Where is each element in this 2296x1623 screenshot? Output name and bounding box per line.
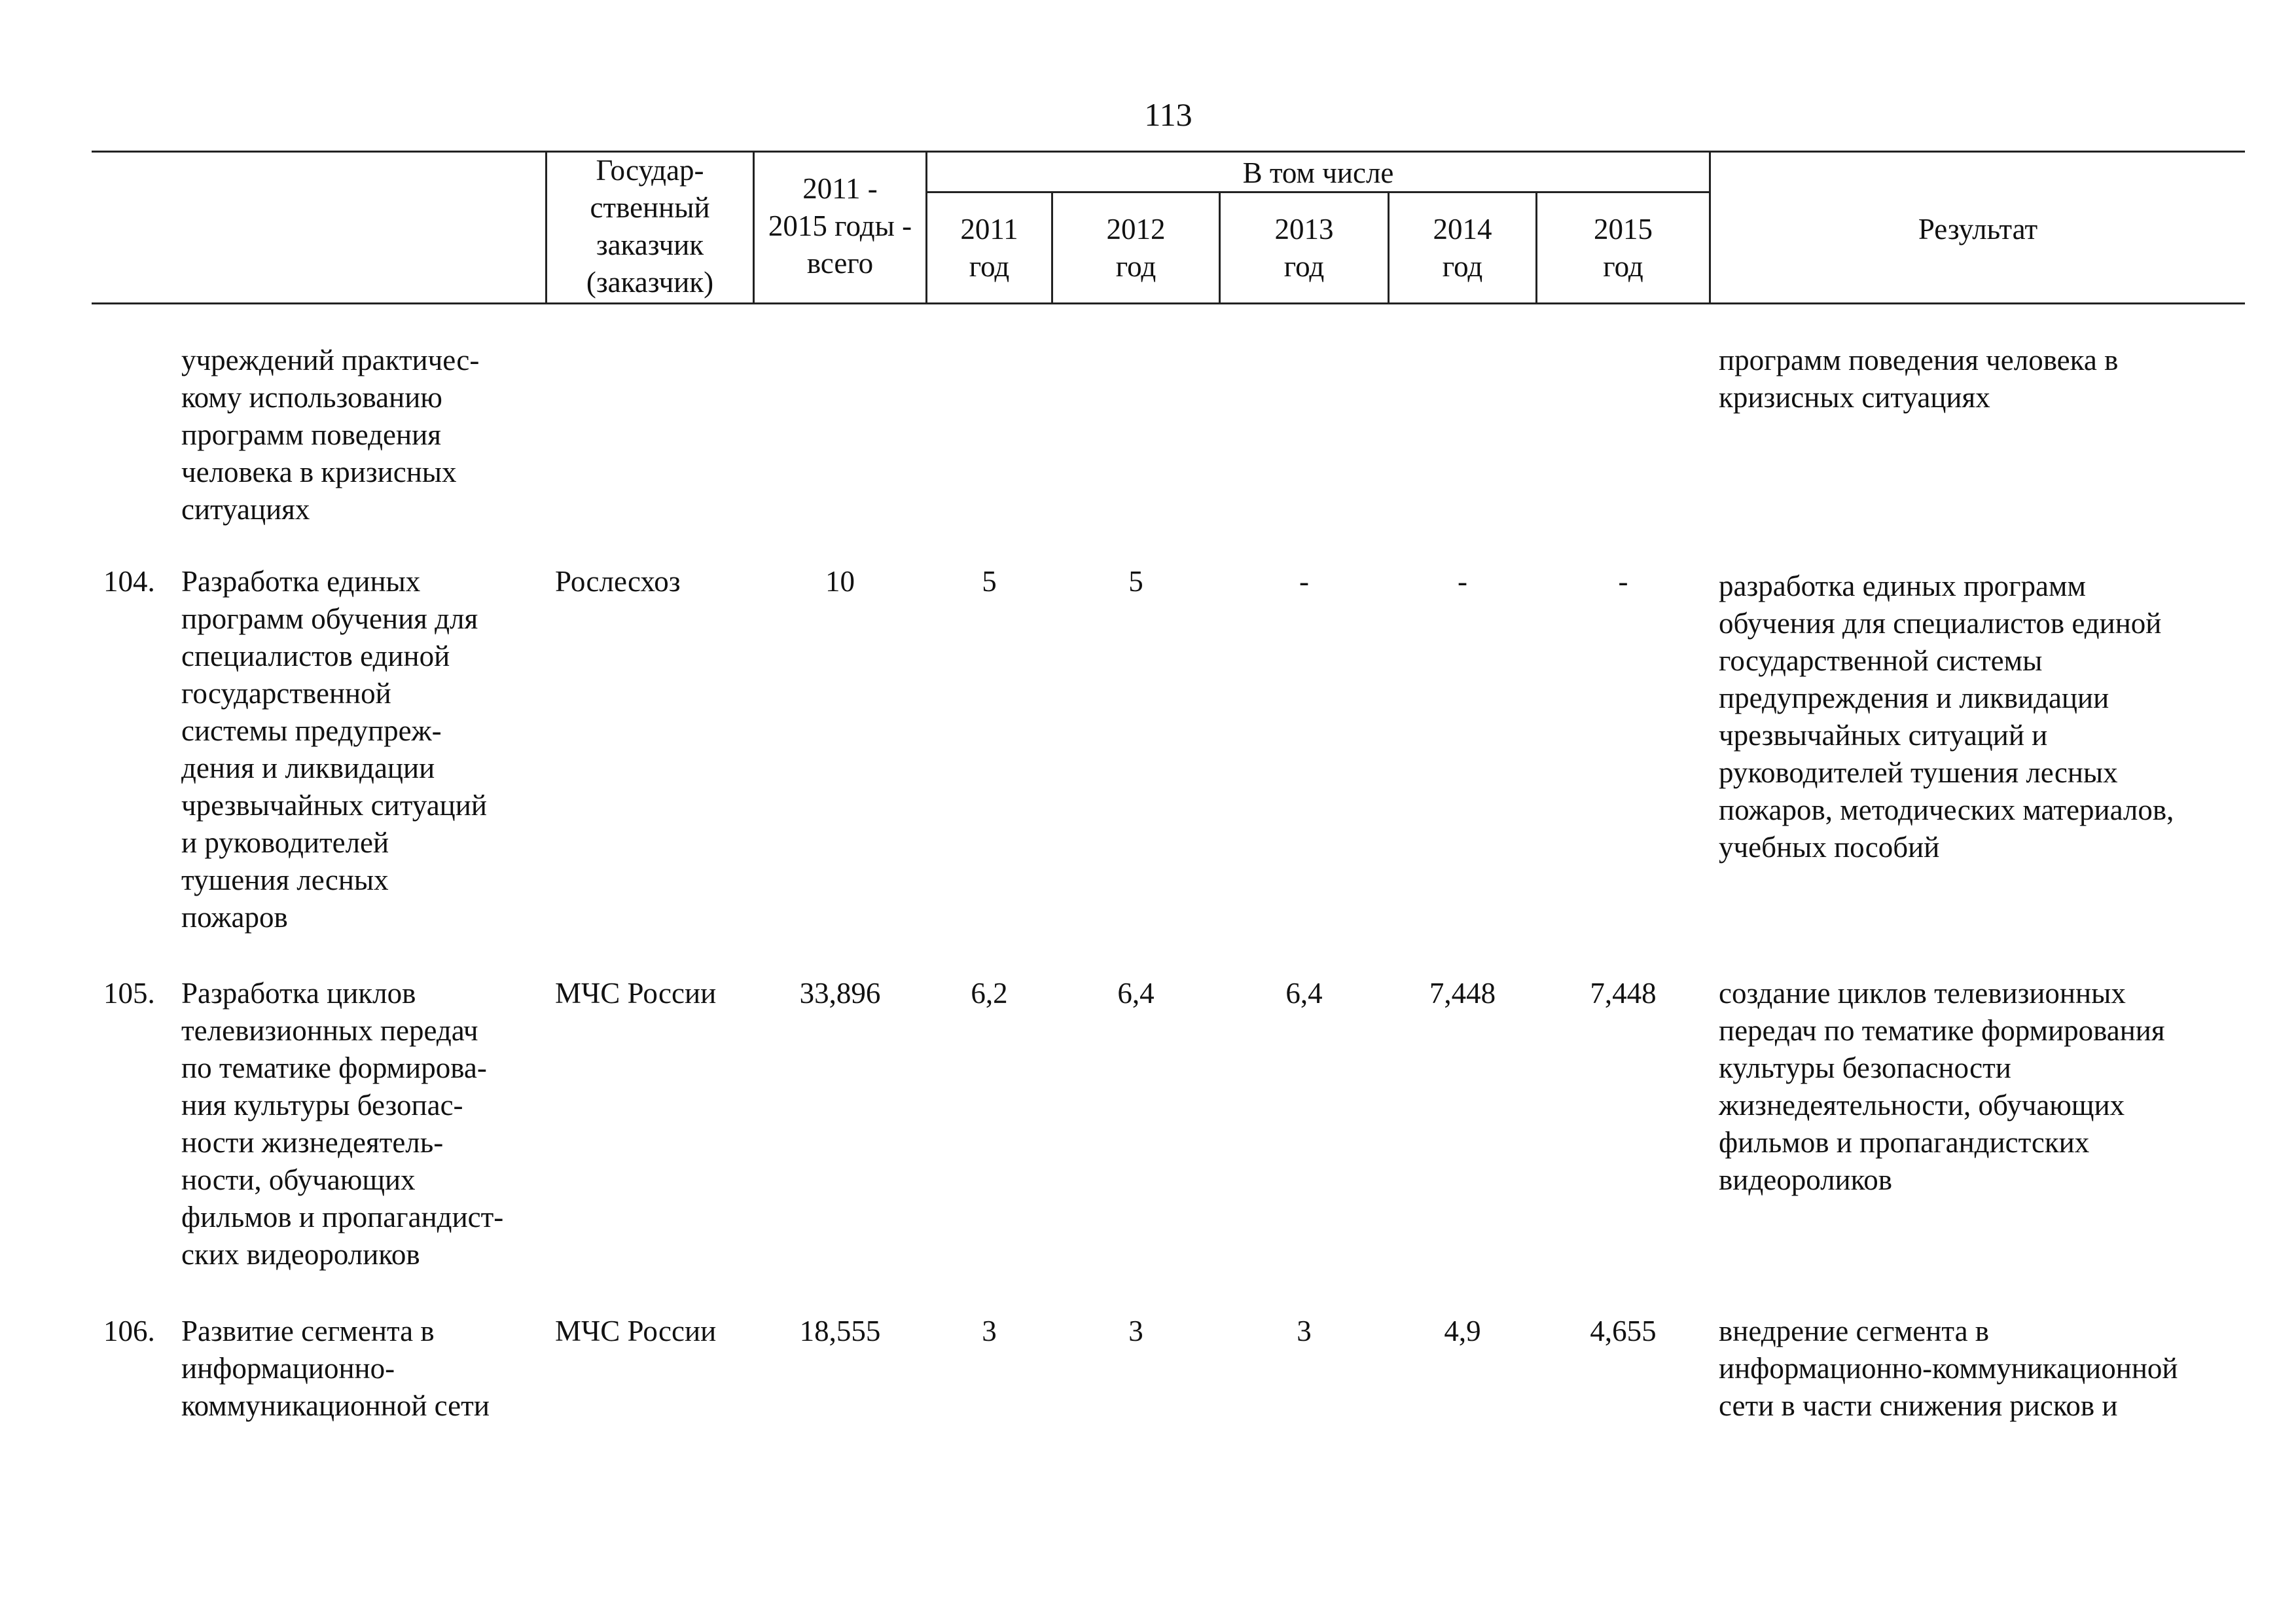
- header-top-rule: [92, 151, 2245, 153]
- row-value-2015: -: [1618, 565, 1628, 598]
- header-including: В том числе: [1242, 156, 1394, 189]
- row-total: 18,555: [799, 1315, 881, 1347]
- row-result: разработка единых программ обучения для специалистов единой государственной системы предупреждения и ликвидации чрезвычайных ситуаций и руководителей тушения лесных пожаров, методических материалов, учебных пособий: [1719, 570, 2174, 864]
- row-value-2013: 6,4: [1285, 977, 1323, 1010]
- row-number: 106.: [103, 1315, 155, 1347]
- row-value-2013: -: [1299, 565, 1309, 598]
- row-customer: МЧС России: [555, 977, 717, 1010]
- row-total: 10: [825, 565, 855, 598]
- row-value-2012: 3: [1128, 1315, 1143, 1347]
- row-name: Разработка единых программ обучения для специалистов единой государственной системы предупреж- дения и ликвидации чрезвычайных ситуаций и руководителей тушения лесных пожаров: [181, 565, 487, 934]
- row-value-2014: 4,9: [1444, 1315, 1481, 1347]
- header-year-label: 2011: [960, 213, 1018, 246]
- row-result: внедрение сегмента в информационно-коммуникационной сети в части снижения рисков и: [1719, 1315, 2178, 1422]
- header-result: Результат: [1918, 213, 2038, 246]
- header-year-label: 2012: [1106, 213, 1166, 246]
- header-total: 2011 - 2015 годы - всего: [768, 172, 912, 280]
- row-value-2011: 5: [982, 565, 997, 598]
- row-number: 105.: [103, 977, 155, 1010]
- header-year-label: 2014: [1433, 213, 1492, 246]
- row-value-2011: 3: [982, 1315, 997, 1347]
- row-total: 33,896: [799, 977, 881, 1010]
- header-year-unit: год: [1603, 250, 1643, 283]
- row-value-2015: 4,655: [1590, 1315, 1657, 1347]
- row-value-2011: 6,2: [971, 977, 1008, 1010]
- header-bottom-rule: [92, 302, 2245, 304]
- row-customer: Рослесхоз: [555, 565, 681, 598]
- row-name: учреждений практичес- кому использованию программ поведения человека в кризисных ситуациях: [181, 344, 480, 526]
- row-value-2012: 5: [1128, 565, 1143, 598]
- header-customer: Государ- ственный заказчик (заказчик): [586, 154, 714, 299]
- row-result: программ поведения человека в кризисных ситуациях: [1719, 344, 2119, 414]
- row-name: Разработка циклов телевизионных передач по тематике формирова- ния культуры безопас- ности жизнедеятель- ности, обучающих фильмов и пропагандист- ских видеороликов: [181, 977, 504, 1271]
- row-number: 104.: [103, 565, 155, 598]
- row-result: создание циклов телевизионных передач по тематике формирования культуры безопасности жизнедеятельности, обучающих фильмов и пропагандистских видеороликов: [1719, 977, 2165, 1196]
- header-year-label: 2015: [1594, 213, 1653, 246]
- row-name: Развитие сегмента в информационно- коммуникационной сети: [181, 1315, 490, 1422]
- row-value-2012: 6,4: [1117, 977, 1155, 1010]
- row-value-2015: 7,448: [1590, 977, 1657, 1010]
- page-number: 113: [1144, 96, 1193, 133]
- row-value-2013: 3: [1297, 1315, 1312, 1347]
- row-value-2014: -: [1458, 565, 1467, 598]
- header-year-label: 2013: [1274, 213, 1334, 246]
- header-year-unit: год: [1115, 250, 1157, 283]
- header-year-unit: год: [969, 250, 1010, 283]
- header-year-unit: год: [1283, 250, 1325, 283]
- row-customer: МЧС России: [555, 1315, 717, 1347]
- header-year-unit: год: [1442, 250, 1483, 283]
- row-value-2014: 7,448: [1429, 977, 1496, 1010]
